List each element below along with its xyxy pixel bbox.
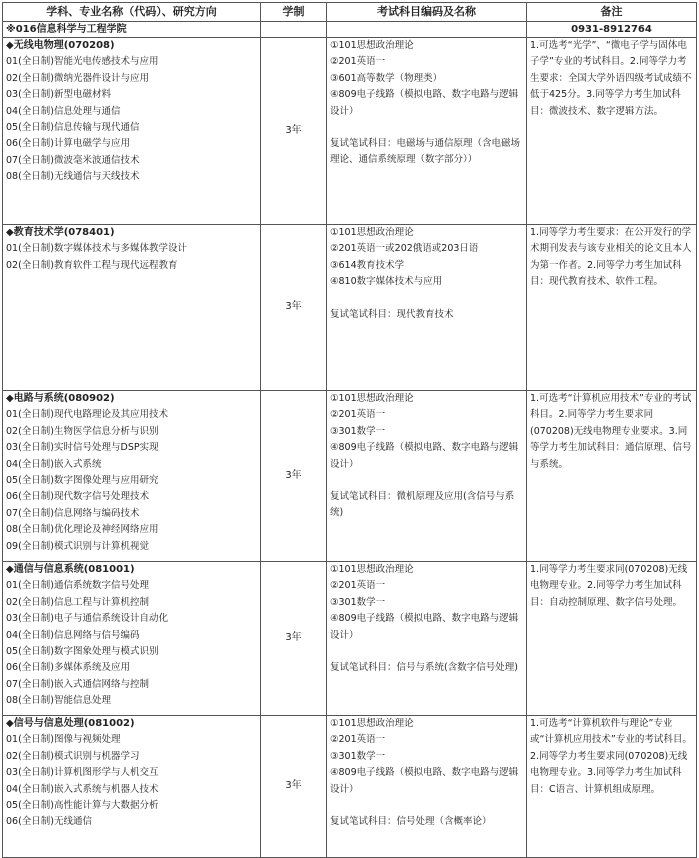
exam-subject: ③601高等数学（物理类）	[330, 72, 443, 84]
header-major: 学科、专业名称（代码）、研究方向	[3, 3, 261, 22]
research-direction: 06(全日制)计算电磁学与应用	[6, 138, 131, 150]
note-cell: 1.同等学力考生要求同(070208)无线电物理专业。2.同等学力考生加试科目：自动控制原理、数字信号处理。	[527, 562, 697, 716]
school-empty-2	[327, 22, 527, 38]
research-direction: 03(全日制)计算机图形学与人机交互	[6, 767, 159, 779]
exam-subject: ③614教育技术学	[330, 259, 405, 271]
note-cell: 1.同等学力考生要求：在公开发行的学术期刊发表与该专业相关的论文且本人为第一作者。2.同等学力考生加试科目：现代教育技术、软件工程。	[527, 225, 697, 391]
header-duration: 学制	[261, 3, 327, 22]
note-cell: 1.可选考“计算机软件与理论”专业或“计算机应用技术”专业的考试科目。2.同等学力考生要求同(070208)无线电物理专业。3.同等学力考生加试科目：C语言、计算机组成原理。	[527, 716, 697, 858]
exam-subject: ①101思想政治理论	[330, 227, 414, 238]
note-cell: 1.可选考“计算机应用技术”专业的考试科目。2.同等学力考生要求同(070208)无线电物理专业要求。3.同等学力考生加试科目：通信原理、信号与系统。	[527, 391, 697, 562]
research-direction: 02(全日制)模式识别与机器学习	[6, 750, 140, 762]
major-cell	[3, 391, 261, 562]
major-title: ◆信号与信息处理(081002)	[6, 718, 135, 729]
research-direction: 02(全日制)教育软件工程与现代远程教育	[6, 259, 178, 271]
exam-subject: ②201英语一	[330, 580, 386, 592]
research-direction: 05(全日制)数字图象处理与模式识别	[6, 646, 159, 658]
program-table-wrapper	[2, 2, 696, 858]
research-direction: 02(全日制)生物医学信息分析与识别	[6, 425, 159, 437]
research-direction: 03(全日制)新型电磁材料	[6, 89, 112, 101]
note-cell: 1.可选考“光学”、“微电子学与固体电子学”专业的考试科目。2.同等学力考生要求：全国大学外语四级考试成绩不低于425分。3.同等学力考生加试科目：微波技术、数字逻辑方法。	[527, 38, 697, 225]
exam-subject: ②201英语一	[330, 734, 386, 746]
major-row	[3, 716, 697, 858]
research-direction: 03(全日制)电子与通信系统设计自动化	[6, 613, 169, 625]
duration-cell: 3年	[261, 38, 327, 225]
school-empty-1	[261, 22, 327, 38]
program-table	[2, 2, 697, 858]
major-cell	[3, 225, 261, 391]
exam-subject: ①101思想政治理论	[330, 40, 414, 51]
exam-subject: ④810数字媒体技术与应用	[330, 276, 443, 288]
header-exam: 考试科目编码及名称	[327, 3, 527, 22]
major-title: ◆通信与信息系统(081001)	[6, 564, 135, 575]
exam-subject: ④809电子线路（模拟电路、数字电路与逻辑设计）	[330, 89, 519, 117]
major-row	[3, 38, 697, 225]
exam-cell	[327, 391, 527, 562]
major-title: ◆教育技术学(078401)	[6, 227, 115, 238]
exam-cell	[327, 225, 527, 391]
research-direction: 07(全日制)信息网络与编码技术	[6, 507, 140, 519]
retest-subject: 复试笔试科目：现代教育技术	[330, 308, 454, 320]
research-direction: 08(全日制)无线通信与天线技术	[6, 171, 140, 183]
exam-subject: ④809电子线路（模拟电路、数字电路与逻辑设计）	[330, 442, 519, 470]
research-direction: 06(全日制)多媒体系统及应用	[6, 662, 131, 674]
exam-subject: ④809电子线路（模拟电路、数字电路与逻辑设计）	[330, 613, 519, 641]
exam-cell	[327, 38, 527, 225]
duration-cell: 3年	[261, 716, 327, 858]
research-direction: 08(全日制)智能信息处理	[6, 695, 112, 707]
research-direction: 03(全日制)实时信号处理与DSP实现	[6, 442, 159, 454]
major-row	[3, 225, 697, 391]
school-phone: 0931-8912764	[527, 22, 697, 38]
major-cell	[3, 38, 261, 225]
duration-cell: 3年	[261, 391, 327, 562]
research-direction: 05(全日制)数字图像处理与应用研究	[6, 475, 159, 487]
research-direction: 02(全日制)微纳光器件设计与应用	[6, 72, 150, 84]
exam-subject: ④809电子线路（模拟电路、数字电路与逻辑设计）	[330, 767, 519, 795]
retest-subject: 复试笔试科目：信号处理（含概率论）	[330, 816, 492, 828]
exam-subject: ②201英语一	[330, 409, 386, 421]
research-direction: 01(全日制)智能光电传感技术与应用	[6, 56, 159, 68]
major-title: ◆电路与系统(080902)	[6, 393, 115, 404]
research-direction: 05(全日制)高性能计算与大数据分析	[6, 800, 159, 812]
exam-subject: ③301数学一	[330, 750, 386, 762]
research-direction: 01(全日制)图像与视频处理	[6, 734, 121, 746]
research-direction: 06(全日制)无线通信	[6, 816, 93, 828]
research-direction: 04(全日制)信息处理与通信	[6, 105, 121, 117]
exam-cell	[327, 562, 527, 716]
exam-subject: ①101思想政治理论	[330, 564, 414, 575]
major-title: ◆无线电物理(070208)	[6, 40, 115, 51]
major-cell	[3, 562, 261, 716]
research-direction: 04(全日制)嵌入式系统	[6, 458, 102, 470]
header-note: 备注	[527, 3, 697, 22]
exam-subject: ②201英语一	[330, 56, 386, 68]
header-row	[3, 3, 697, 22]
research-direction: 09(全日制)模式识别与计算机视觉	[6, 540, 150, 552]
exam-subject: ③301数学一	[330, 596, 386, 608]
research-direction: 07(全日制)微波毫米波通信技术	[6, 154, 140, 166]
research-direction: 02(全日制)信息工程与计算机控制	[6, 596, 150, 608]
research-direction: 04(全日制)信息网络与信号编码	[6, 629, 140, 641]
major-row	[3, 391, 697, 562]
exam-subject: ①101思想政治理论	[330, 393, 414, 404]
retest-subject: 复试笔试科目：电磁场与通信原理（含电磁场理论、通信系统原理（数字部分））	[330, 138, 521, 166]
retest-subject: 复试笔试科目：微机原理及应用(含信号与系统)	[330, 491, 515, 519]
school-name: ※016信息科学与工程学院	[3, 22, 261, 38]
retest-subject: 复试笔试科目：信号与系统(含数字信号处理)	[330, 662, 518, 674]
exam-subject: ③301数学一	[330, 425, 386, 437]
school-row	[3, 22, 697, 38]
exam-subject: ①101思想政治理论	[330, 718, 414, 729]
research-direction: 06(全日制)现代数字信号处理技术	[6, 491, 150, 503]
major-cell	[3, 716, 261, 858]
research-direction: 07(全日制)嵌入式通信网络与控制	[6, 678, 150, 690]
research-direction: 01(全日制)数字媒体技术与多媒体教学设计	[6, 243, 188, 255]
research-direction: 05(全日制)信息传输与现代通信	[6, 122, 140, 134]
research-direction: 08(全日制)优化理论及神经网络应用	[6, 524, 159, 536]
duration-cell: 3年	[261, 562, 327, 716]
research-direction: 01(全日制)现代电路理论及其应用技术	[6, 409, 169, 421]
research-direction: 04(全日制)嵌入式系统与机器人技术	[6, 783, 159, 795]
exam-subject: ②201英语一或202俄语或203日语	[330, 243, 479, 255]
research-direction: 01(全日制)通信系统数字信号处理	[6, 580, 150, 592]
duration-cell: 3年	[261, 225, 327, 391]
major-row	[3, 562, 697, 716]
exam-cell	[327, 716, 527, 858]
